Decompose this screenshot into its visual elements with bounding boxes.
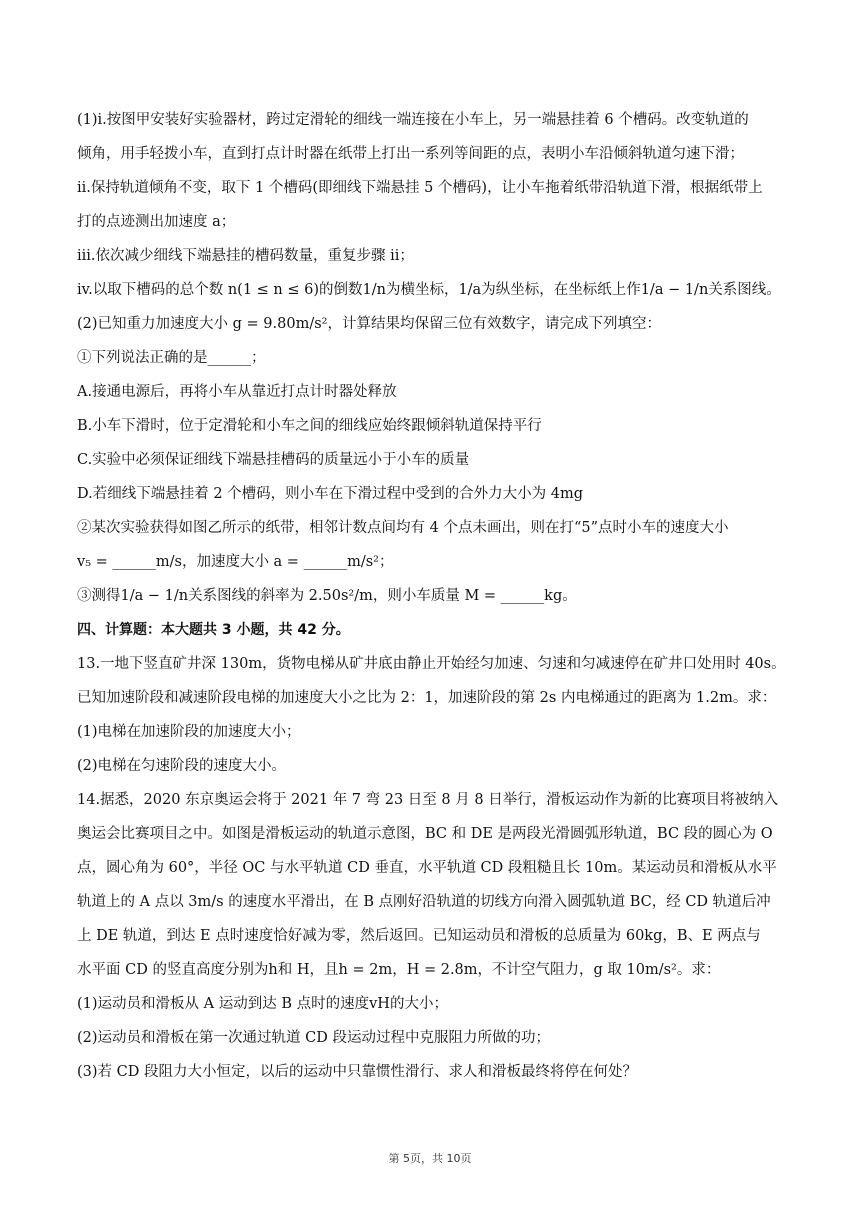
- text-line: 水平面 CD 的竖直高度分别为h和 H，且h = 2m，H = 2.8m，不计空气阻力，g 取 10m/s²。求：: [77, 962, 721, 978]
- text-line: 倾角，用手轻拨小车，直到打点计时器在纸带上打出一系列等间距的点，表明小车沿倾斜轨道匀速下滑；: [77, 146, 744, 162]
- page-footer: 第 5页，共 10页: [388, 1152, 472, 1165]
- option-b: B.小车下滑时，位于定滑轮和小车之间的细线应始终跟倾斜轨道保持平行: [77, 418, 542, 434]
- text-line: (1)运动员和滑板从 A 运动到达 B 点时的速度vH的大小；: [77, 996, 448, 1012]
- text-line: (1)i.按图甲安装好实验器材，跨过定滑轮的细线一端连接在小车上，另一端悬挂着 6 个槽码。改变轨道的: [77, 112, 749, 128]
- text-line: ①下列说法正确的是______；: [77, 350, 266, 366]
- option-d: D.若细线下端悬挂着 2 个槽码，则小车在下滑过程中受到的合外力大小为 4mg: [77, 486, 584, 502]
- document-body: [77, 110, 789, 1096]
- text-line: v₅ = ______m/s，加速度大小 a = ______m/s²；: [77, 554, 394, 570]
- text-line: ③测得1/a − 1/n关系图线的斜率为 2.50s²/m，则小车质量 M = ______kg。: [77, 588, 577, 604]
- text-line: (2)运动员和滑板在第一次通过轨道 CD 段运动过程中克服阻力所做的功；: [77, 1030, 550, 1046]
- text-line: 上 DE 轨道，到达 E 点时速度恰好减为零，然后返回。已知运动员和滑板的总质量为 60kg，B、E 两点与: [77, 928, 761, 944]
- section-heading: 四、计算题：本大题共 3 小题，共 42 分。: [77, 622, 350, 638]
- text-line: iv.以取下槽码的总个数 n(1 ≤ n ≤ 6)的倒数1/n为横坐标，1/a为纵坐标，在坐标纸上作1/a − 1/n关系图线。: [77, 282, 781, 298]
- text-line: 轨道上的 A 点以 3m/s 的速度水平滑出，在 B 点刚好沿轨道的切线方向滑入圆弧轨道 BC，经 CD 轨道后冲: [77, 894, 771, 910]
- option-a: A.接通电源后，再将小车从靠近打点计时器处释放: [77, 384, 397, 400]
- text-line: (1)电梯在加速阶段的加速度大小；: [77, 724, 301, 740]
- text-line: ii.保持轨道倾角不变，取下 1 个槽码(即细线下端悬挂 5 个槽码)，让小车拖着纸带沿轨道下滑，根据纸带上: [77, 180, 763, 196]
- text-line: 点，圆心角为 60°，半径 OC 与水平轨道 CD 垂直，水平轨道 CD 段粗糙且长 10m。某运动员和滑板从水平: [77, 860, 777, 876]
- text-line: 已知加速阶段和减速阶段电梯的加速度大小之比为 2：1，加速阶段的第 2s 内电梯通过的距离为 1.2m。求：: [77, 690, 777, 706]
- option-c: C.实验中必须保证细线下端悬挂槽码的质量远小于小车的质量: [77, 452, 470, 468]
- text-line: 奥运会比赛项目之中。如图是滑板运动的轨道示意图，BC 和 DE 是两段光滑圆弧形轨道，BC 段的圆心为 O: [77, 826, 773, 842]
- question-13: 13.一地下竖直矿井深 130m，货物电梯从矿井底由静止开始经匀加速、匀速和匀减速停在矿井口处用时 40s。: [77, 656, 786, 672]
- text-line: iii.依次减少细线下端悬挂的槽码数量，重复步骤 ii；: [77, 248, 414, 264]
- text-line: (2)已知重力加速度大小 g = 9.80m/s²，计算结果均保留三位有效数字，请完成下列填空：: [77, 316, 661, 332]
- question-14: 14.据悉，2020 东京奥运会将于 2021 年 7 弯 23 日至 8 月 8 日举行，滑板运动作为新的比赛项目将被纳入: [77, 792, 779, 808]
- text-line: (2)电梯在匀速阶段的速度大小。: [77, 758, 287, 774]
- text-line: 打的点迹测出加速度 a；: [77, 214, 236, 230]
- text-line: (3)若 CD 段阻力大小恒定，以后的运动中只靠惯性滑行、求人和滑板最终将停在何处？: [77, 1064, 637, 1080]
- text-line: ②某次实验获得如图乙所示的纸带，相邻计数点间均有 4 个点未画出，则在打“5”点时小车的速度大小: [77, 520, 729, 536]
